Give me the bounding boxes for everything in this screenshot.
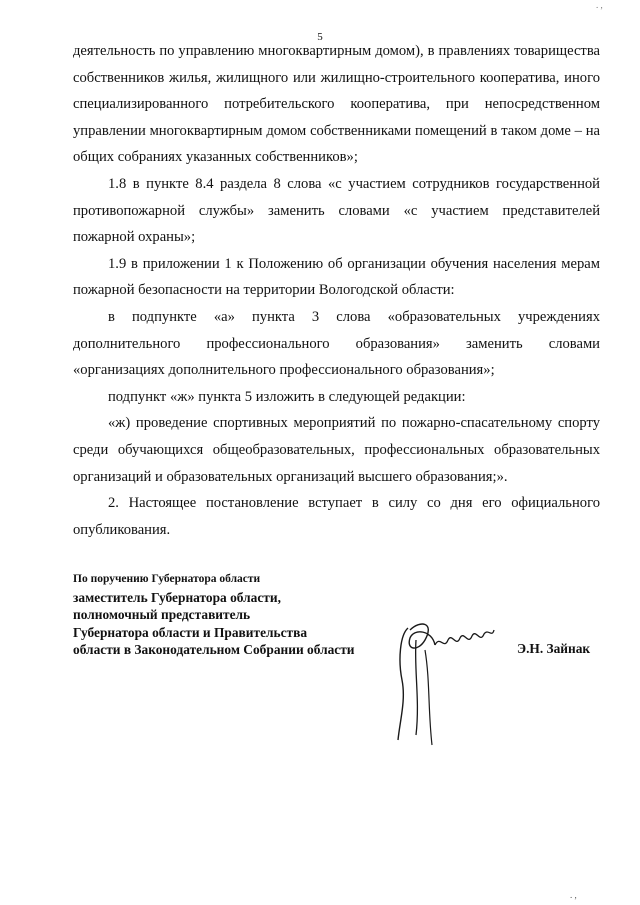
scan-mark-top: . , [596, 0, 603, 10]
paragraph-subpoint-a: в подпункте «а» пункта 3 слова «образовательных учреждениях дополнительного профессионального образования» заменить словами «организациях дополнительного профессионального образования»; [73, 308, 600, 379]
signatory-line-2: заместитель Губернатора области, [73, 589, 281, 605]
signatory-line-4: Губернатора области и Правительства [73, 624, 308, 640]
signatory-line-5: области в Законодательном Собрании области [73, 642, 355, 657]
paragraph-continuation: деятельность по управлению многоквартирным домом), в правлениях товарищества собственников жилья, жилищного или жилищно-строительного кооператива, иного специализированного потребительского кооператива, при непосредственном управлении многоквартирным домом собственниками помещений в таком доме – на общих собраниях указанных собственников»; [73, 43, 600, 166]
scan-mark-bottom: . , [570, 890, 577, 900]
paragraph-new-wording: «ж) проведение спортивных мероприятий по пожарно-спасательному спорту среди обучающихся общеобразовательных, профессиональных образовательных организаций и образовательных организаций высшего образования;». [73, 415, 600, 485]
signatory-line-3: полномочный представитель [73, 607, 251, 622]
paragraph-item-1-8: 1.8 в пункте 8.4 раздела 8 слова «с участием сотрудников государственной противопожарной службы» заменить словами «с участием представителей пожарной охраны»; [73, 175, 600, 246]
handwritten-signature [380, 600, 500, 750]
paragraph-item-1-9: 1.9 в приложении 1 к Положению об организации обучения населения мерам пожарной безопасности на территории Вологодской области: [73, 255, 600, 299]
signatory-line-1: По поручению Губернатора области [73, 573, 261, 585]
page-number: 5 [317, 31, 323, 43]
paragraph-item-2: 2. Настоящее постановление вступает в силу со дня его официального опубликования. [73, 495, 600, 538]
signatory-block [73, 571, 355, 659]
document-body [73, 38, 600, 543]
paragraph-subpoint-zh: подпункт «ж» пункта 5 изложить в следующей редакции: [108, 388, 466, 405]
signatory-name: Э.Н. Зайнак [517, 641, 591, 656]
